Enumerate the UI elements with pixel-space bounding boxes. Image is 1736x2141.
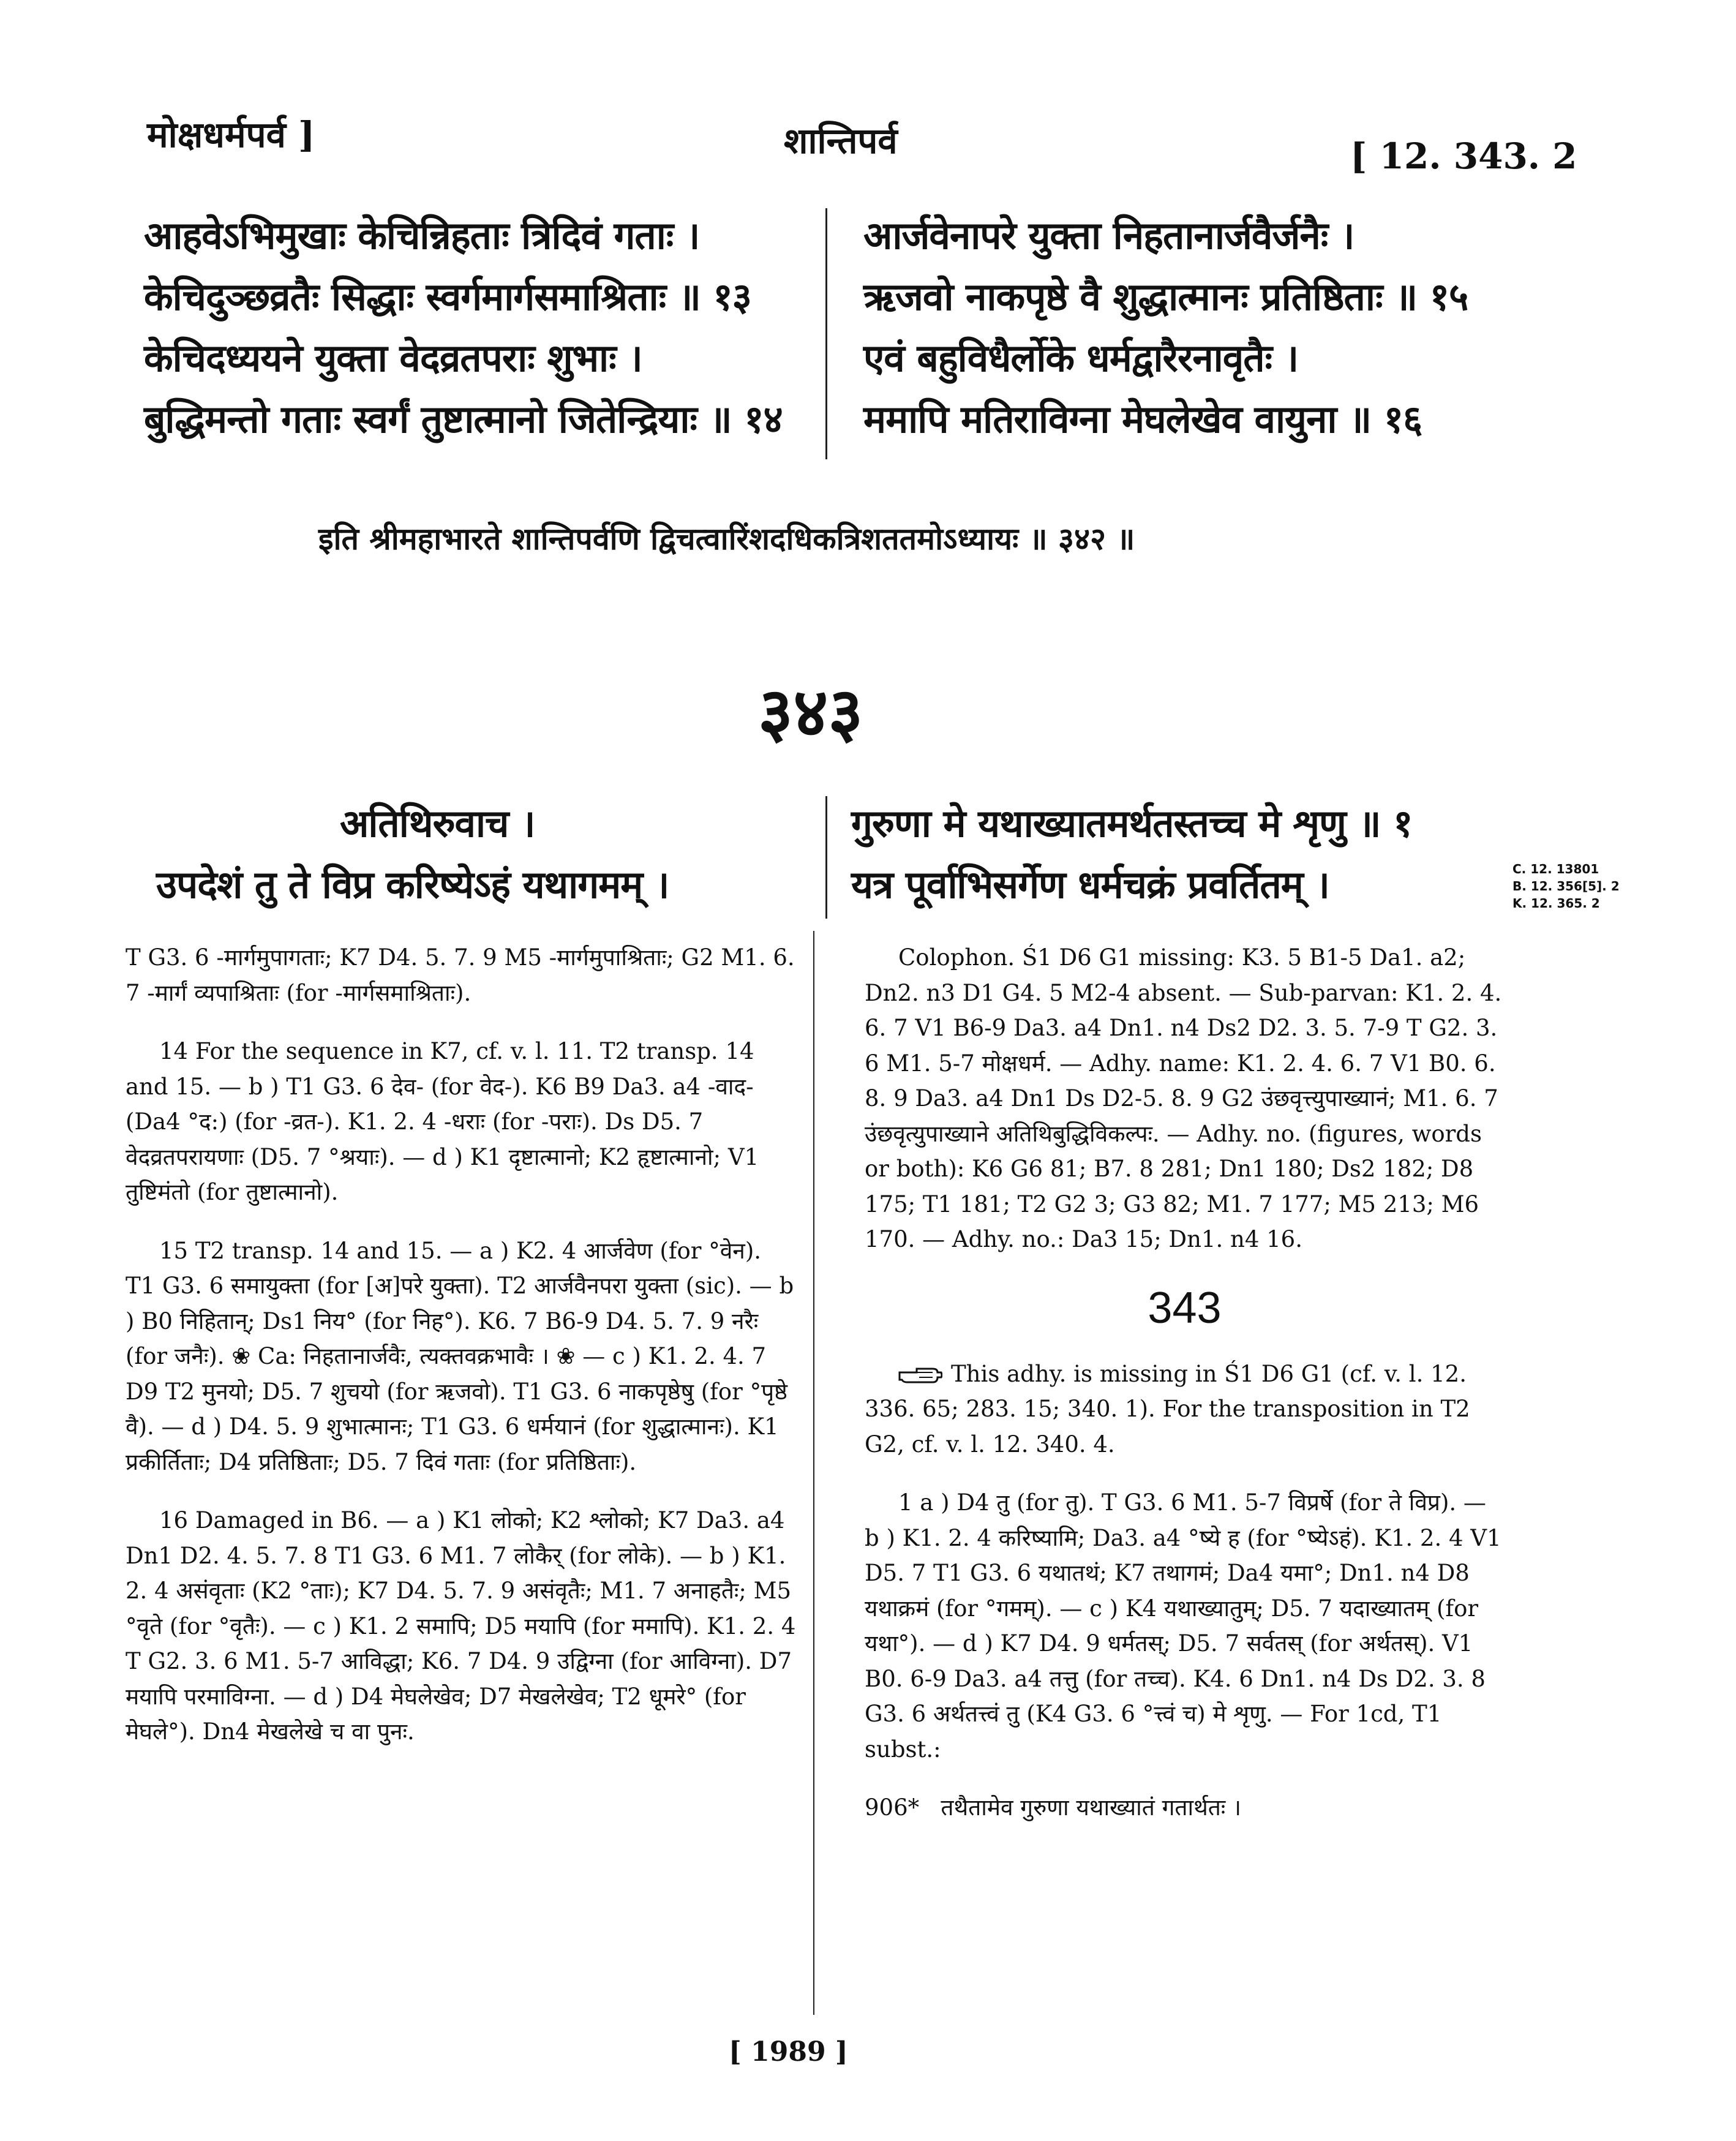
verse-line: गुरुणा मे यथाख्यातमर्थतस्तच्च मे शृणु ॥ १ [851, 801, 1413, 846]
chapter-colophon: इति श्रीमहाभारते शान्तिपर्वणि द्विचत्वारिंशदधिकत्रिशततमोऽध्यायः ॥ ३४२ ॥ [318, 521, 1135, 557]
chapter-number: ३४३ [758, 672, 863, 751]
apparatus-note-missing [865, 1356, 1505, 1462]
apparatus-note: 16 Damaged in B6. — a ) K1 लोको; K2 श्लोको; K7 Da3. a4 Dn1 D2. 4. 5. 7. 8 T1 G3. 6 M1. 7 लोकैर् (for लोके). — b ) K1. 2. 4 असंवृताः (K2 °ताः); K7 D4. 5. 7. 9 असंवृतैः; M1. 7 अनाहतैः; M5 °वृते (for °वृतैः). — c ) K1. 2 समापि; D5 मयापि (for ममापि). K1. 2. 4 T G2. 3. 6 M1. 5-7 आविद्धा; K6. 7 D4. 9 उद्विग्ना (for आविग्ना). D7 मयापि परमाविग्ना. — d ) D4 मेघलेखेव; D7 मेखलेखेव; T2 धूमरे° (for मेघले°). Dn4 मेखलेखे च वा पुनः. [126, 1507, 796, 1745]
adhyaya-number: 343 [1148, 1283, 1222, 1333]
apparatus-note-colophon: Colophon. Ś1 D6 G1 missing: K3. 5 B1-5 Da1. a2; Dn2. n3 D1 G4. 5 M2-4 absent. — Sub-parvan: K1. 2. 4. 6. 7 V1 B6-9 Da3. a4 Dn1. n4 Ds2 D2. 3. 5. 7-9 T G2. 3. 6 M1. 5-7 मोक्षधर्म. — Adhy. name: K1. 2. 4. 6. 7 V1 B0. 6. 8. 9 Da3. a4 Dn1 Ds D2-5. 8. 9 G2 उंछवृत्त्युपाख्यानं; M1. 6. 7 उंछवृत्युपाख्याने अतिथिबुद्धिविकल्पः. — Adhy. no. (figures, words or both): K6 G6 81; B7. 8 281; Dn1 180; Ds2 182; D8 175; T1 181; T2 G2 3; G3 82; M1. 7 177; M5 213; M6 170. — Adhy. no.: Da3 15; Dn1. n4 16. [865, 944, 1502, 1252]
page-number: [ 1989 ] [729, 2036, 848, 2068]
concordance-line: K. 12. 365. 2 [1512, 896, 1600, 911]
insertion-number: 906* [865, 1794, 920, 1821]
verse-column-left-342 [144, 205, 811, 450]
verse-line: ममापि मतिराविग्ना मेघलेखेव वायुना ॥ १६ [863, 397, 1422, 442]
apparatus-column-divider [813, 931, 814, 2015]
apparatus-right-column [865, 940, 1505, 1826]
verse-line: बुद्धिमन्तो गताः स्वर्गं तुष्टात्मानो जितेन्द्रियाः ॥ १४ [144, 397, 783, 442]
running-header-left: मोक्षधर्मपर्व ] [147, 114, 315, 156]
verse-line: यत्र पूर्वाभिसर्गेण धर्मचक्रं प्रवर्तितम् । [851, 862, 1329, 907]
running-header-right: [ 12. 343. 2 [1350, 135, 1577, 177]
running-header-center: शान्तिपर्व [784, 120, 898, 162]
verse-column-divider [825, 208, 827, 459]
verse-line: केचिदध्ययने युक्ता वेदव्रतपराः शुभाः । [144, 336, 642, 380]
apparatus-left-column [126, 940, 796, 1750]
speaker-line: अतिथिरुवाच । [340, 801, 535, 846]
verse-column-divider-343 [825, 796, 827, 919]
verse-line: केचिदुञ्छव्रतैः सिद्धाः स्वर्गमार्गसमाश्रिताः ॥ १३ [144, 274, 751, 319]
concordance-line: B. 12. 356[5]. 2 [1512, 879, 1620, 894]
apparatus-note: 15 T2 transp. 14 and 15. — a ) K2. 4 आर्जवेण (for °वेन). T1 G3. 6 समायुक्ता (for [अ]परे युक्ता). T2 आर्जवैनपरा युक्ता (sic). — b ) B0 निहितान्; Ds1 निय° (for निह°). K6. 7 B6-9 D4. 5. 7. 9 नरैः (for जनैः). ❀ Ca: निहतानार्जवैः, त्यक्तवक्रभावैः । ❀ — c ) K1. 2. 4. 7 D9 T2 मुनयो; D5. 7 शुचयो (for ऋजवो). T1 G3. 6 नाकपृष्ठेषु (for °पृष्ठे वै). — d ) D4. 5. 9 शुभात्मानः; T1 G3. 6 धर्मयानं (for शुद्धात्मानः). K1 प्रकीर्तिताः; D4 प्रतिष्ठिताः; D5. 7 दिवं गताः (for प्रतिष्ठिताः). [126, 1237, 794, 1475]
apparatus-note: T G3. 6 -मार्गमुपागताः; K7 D4. 5. 7. 9 M5 -मार्गमुपाश्रिताः; G2 M1. 6. 7 -मार्गं व्यपाश्रिताः (for -मार्गसमाश्रिताः). [126, 944, 795, 1006]
insertion-text: तथैतामेव गुरुणा यथाख्यातं गतार्थतः । [941, 1794, 1242, 1821]
concordance-line: C. 12. 13801 [1512, 862, 1599, 876]
verse-column-right-342 [863, 205, 1531, 450]
verse-column-right-343 [851, 793, 1512, 916]
verse-line: उपदेशं तु ते विप्र करिष्येऽहं यथागमम् । [156, 862, 669, 907]
insertion-line [865, 1790, 1505, 1826]
verse-line: आहवेऽभिमुखाः केचिन्निहताः त्रिदिवं गताः । [144, 213, 700, 258]
apparatus-note: 14 For the sequence in K7, cf. v. l. 11. T2 transp. 14 and 15. — b ) T1 G3. 6 देव- (for वेद-). K6 B9 Da3. a4 -वाद- (Da4 °द:) (for -व्रत-). K1. 2. 4 -धराः (for -पराः). Ds D5. 7 वेदव्रतपरायणाः (D5. 7 °श्रयाः). — d ) K1 दृष्टात्मानो; K2 हृष्टात्मानो; V1 तुष्टिमंतो (for तुष्टात्मानो). [126, 1038, 759, 1205]
verse-line: ऋजवो नाकपृष्ठे वै शुद्धात्मानः प्रतिष्ठिताः ॥ १५ [863, 274, 1468, 319]
verse-line: एवं बहुविधैर्लोके धर्मद्वारैरनावृतैः । [863, 336, 1299, 380]
concordance-references [1512, 860, 1620, 912]
verse-column-left-343 [156, 793, 817, 916]
verse-line: आर्जवेनापरे युक्ता निहतानार्जवैर्जनैः । [863, 213, 1355, 258]
missing-note-text: This adhy. is missing in Ś1 D6 G1 (cf. v. l. 12. 336. 65; 283. 15; 340. 1). For the transposition in T2 G2, cf. v. l. 12. 340. 4. [865, 1360, 1470, 1458]
pointing-hand-icon [898, 1365, 942, 1386]
apparatus-note-verse1: 1 a ) D4 तु (for तु). T G3. 6 M1. 5-7 विप्रर्षे (for ते विप्र). — b ) K1. 2. 4 करिष्यामि; Da3. a4 °ष्ये ह (for °ष्येऽहं). K1. 2. 4 V1 D5. 7 T1 G3. 6 यथातथं; K7 तथागमं; Da4 यमा°; Dn1. n4 D8 यथाक्रमं (for °गमम्). — c ) K4 यथाख्यातुम्; D5. 7 यदाख्यातम् (for यथा°). — d ) K7 D4. 9 धर्मतस्; D5. 7 सर्वतस् (for अर्थतस्). V1 B0. 6-9 Da3. a4 तत्तु (for तच्च). K4. 6 Dn1. n4 Ds D2. 3. 8 G3. 6 अर्थतत्त्वं तु (K4 G3. 6 °त्त्वं च) मे शृणु. — For 1cd, T1 subst.: [865, 1489, 1501, 1763]
